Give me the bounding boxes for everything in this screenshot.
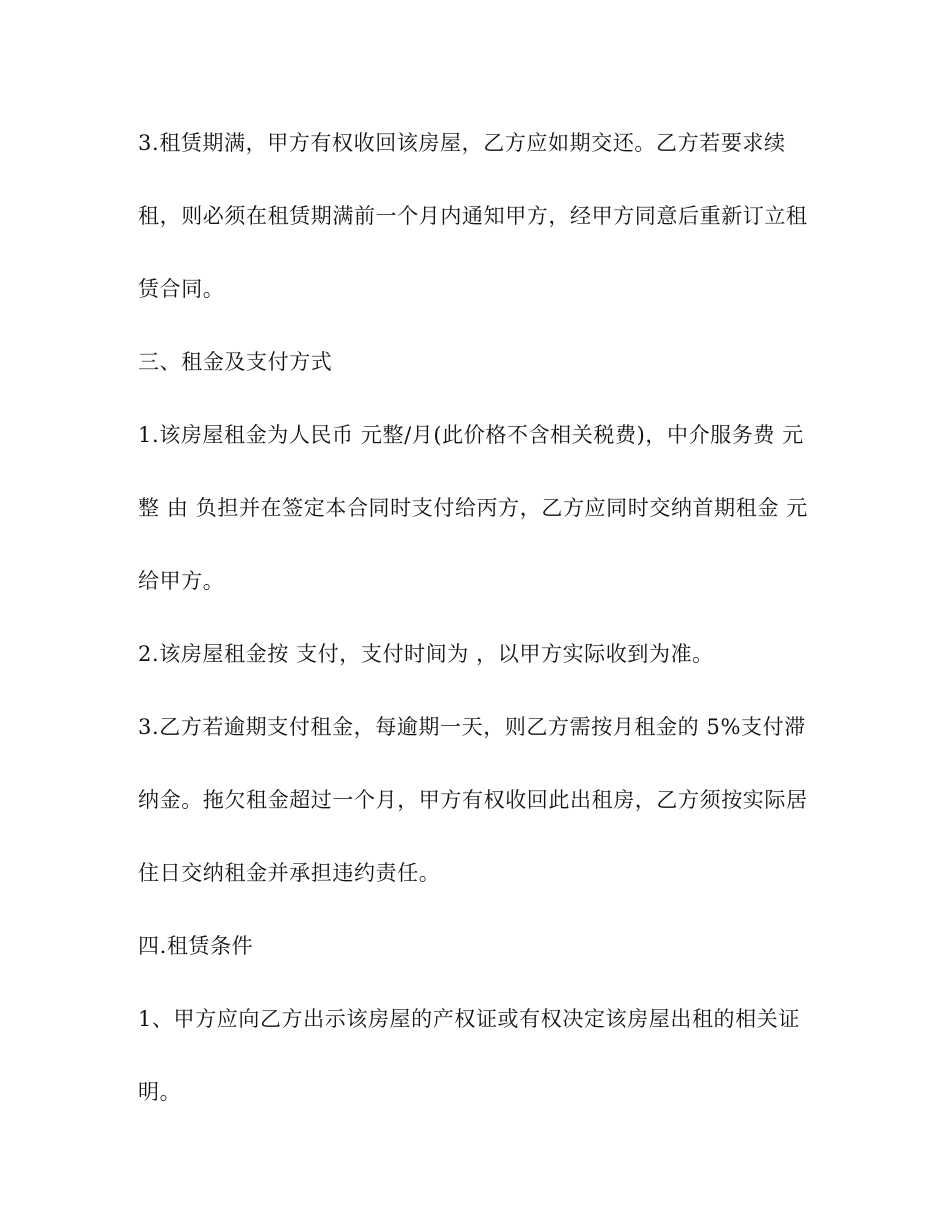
text-line: 3.乙方若逾期支付租金，每逾期一天，则乙方需按月租金的 5%支付滞 <box>138 715 806 739</box>
text-line: 1、甲方应向乙方出示该房屋的产权证或有权决定该房屋出租的相关证 <box>138 1007 800 1031</box>
text-line: 给甲方。 <box>138 569 225 593</box>
text-line: 明。 <box>138 1080 182 1104</box>
text-line: 住日交纳租金并承担违约责任。 <box>138 861 441 885</box>
text-line: 纳金。拖欠租金超过一个月，甲方有权收回此出租房，乙方须按实际居 <box>138 788 808 812</box>
text-line: 2.该房屋租金按 支付，支付时间为 ，以甲方实际收到为准。 <box>138 642 714 666</box>
document-body <box>138 125 828 1147</box>
text-line: 1.该房屋租金为人民币 元整/月(此价格不含相关税费)，中介服务费 元 <box>138 423 804 447</box>
text-line: 3.租赁期满，甲方有权收回该房屋，乙方应如期交还。乙方若要求续 <box>138 131 786 155</box>
section-heading: 三、租金及支付方式 <box>138 350 333 374</box>
text-line: 整 由 负担并在签定本合同时支付给丙方，乙方应同时交纳首期租金 元 <box>138 496 808 520</box>
text-line: 赁合同。 <box>138 277 225 301</box>
text-line: 租，则必须在租赁期满前一个月内通知甲方，经甲方同意后重新订立租 <box>138 204 808 228</box>
section-heading: 四.租赁条件 <box>138 934 254 958</box>
